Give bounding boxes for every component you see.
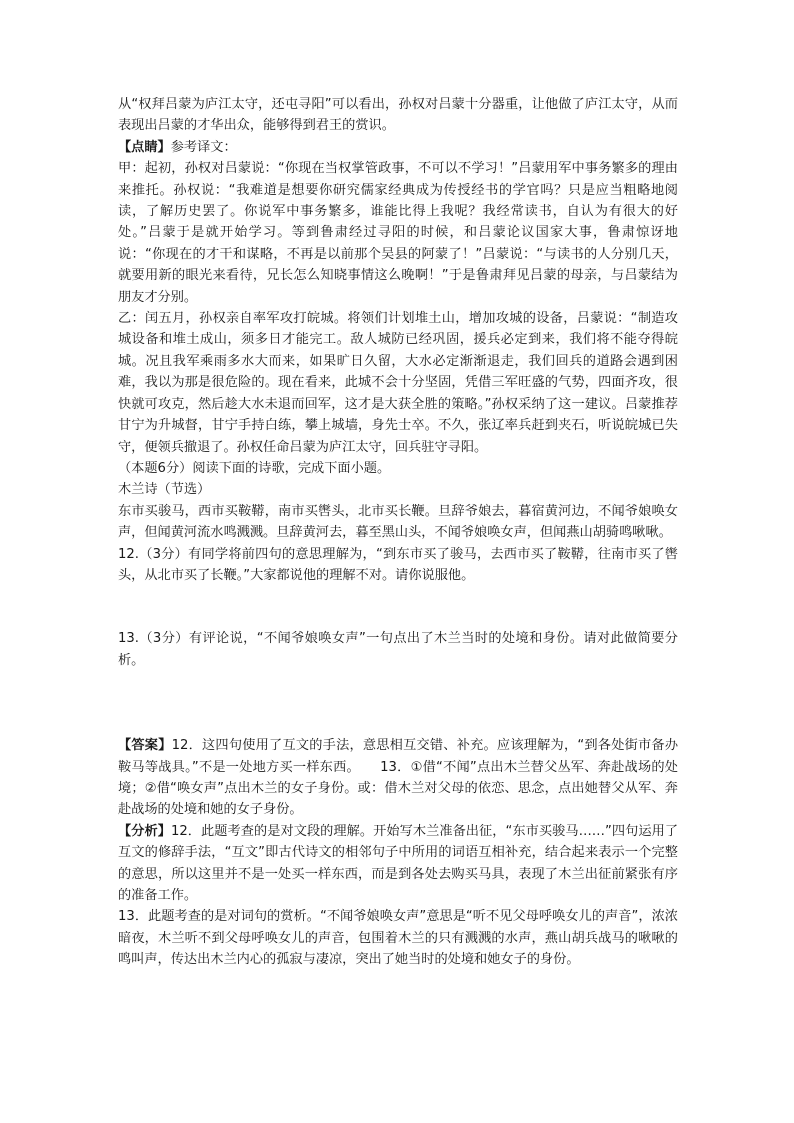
- analysis-paragraph-13: 13．此题考查的是对词句的赏析。“不闻爷娘唤女声”意思是“听不见父母呼唤女儿的声音”，浓浓暗夜，木兰听不到父母呼唤女儿的声音，包围着木兰的只有溅溅的水声，燕山胡兵战马的啾啾的鸣叫声，传达出木兰内心的孤寂与凄凉，突出了她当时的处境和她女子的身份。: [118, 909, 678, 968]
- analysis-text-12: 12．此题考查的是对文段的理解。开始写木兰准备出征，“东市买骏马……”四句运用了互文的修辞手法，“互文”即古代诗文的相邻句子中所用的词语互相补充，结合起来表示一个完整的意思，所以这里并不是一处买一样东西，而是到各处去购买马具，表现了木兰出征前紧张有序的准备工作。: [118, 823, 679, 903]
- question-12: 12.（3分）有同学将前四句的意思理解为，“到东市买了骏马，去西市买了鞍鞯，往南市买了辔头，从北市买了长鞭。”大家都说他的理解不对。请你说服他。: [118, 546, 678, 583]
- poem-title: 木兰诗（节选）: [118, 482, 211, 498]
- answer-space-13: [118, 671, 678, 735]
- document-page: [118, 94, 678, 971]
- dianjing-text: 参考译文：: [170, 139, 237, 155]
- question-13: 13.（3分）有评论说，“不闻爷娘唤女声”一句点出了木兰当时的处境和身份。请对此做简要分析。: [118, 631, 678, 668]
- answer-space-12: [118, 586, 678, 628]
- answer-text: 12．这四句使用了互文的手法，意思相互交错、补充。应该理解为，“到各处街市备办鞍马等战具。”不是一处地方买一样东西。 13．①借“不闻”点出木兰替父丛军、奔赴战场的处境；②借“唤女声”点出木兰的女子身份。或：借木兰对父母的依恋、思念，点出她替父从军、奔赴战场的处境和她的女子身份。: [118, 738, 679, 818]
- answer-label: 【答案】: [118, 738, 172, 754]
- poem-text: 东市买骏马，西市买鞍鞯，南市买辔头，北市买长鞭。旦辞爷娘去，暮宿黄河边，不闻爷娘唤女声，但闻黄河流水鸣溅溅。旦辞黄河去，暮至黑山头，不闻爷娘唤女声，但闻燕山胡骑鸣啾啾。: [118, 503, 678, 541]
- intro-paragraph: 从“权拜吕蒙为庐江太守，还屯寻阳”可以看出，孙权对吕蒙十分器重，让他做了庐江太守，从而表现出吕蒙的才华出众，能够得到君王的赏识。: [118, 97, 678, 134]
- translation-yi: 乙：闰五月，孙权亲自率军攻打皖城。将领们计划堆土山，增加攻城的设备，吕蒙说：“制造攻城设备和堆土成山，须多日才能完工。敌人城防已经巩固，援兵必定到来，我们将不能夺得皖城。况且我军乘雨多水大而来，如果旷日久留，大水必定渐渐退走，我们回兵的道路会遇到困难，我以为那是很危险的。现在看来，此城不会十分坚固，凭借三军旺盛的气势，四面齐攻，很快就可攻克，然后趁大水未退而回军，这才是大获全胜的策略。”孙权采纳了这一建议。吕蒙推荐甘宁为升城督，甘宁手持白练，攀上城墙，身先士卒。不久，张辽率兵赶到夹石，听说皖城已失守，便领兵撤退了。孙权任命吕蒙为庐江太守，回兵驻守寻阳。: [118, 311, 678, 455]
- answer-paragraph: [118, 735, 678, 821]
- question-instruction: （本题6分）阅读下面的诗歌，完成下面小题。: [118, 460, 391, 476]
- translation-jia: 甲：起初，孙权对吕蒙说：“你现在当权掌管政事，不可以不学习！”吕蒙用军中事务繁多的理由来推托。孙权说：“我难道是想要你研究儒家经典成为传授经书的学官吗？只是应当粗略地阅读，了解历史罢了。你说军中事务繁多，谁能比得上我呢？我经常读书，自认为有很大的好处。”吕蒙于是就开始学习。等到鲁肃经过寻阳的时候，和吕蒙论议国家大事，鲁肃惊讶地说：“你现在的才干和谋略，不再是以前那个吴县的阿蒙了！”吕蒙说：“与读书的人分别几天，就要用新的眼光来看待，兄长怎么知晓事情这么晚啊！”于是鲁肃拜见吕蒙的母亲，与吕蒙结为朋友才分别。: [118, 161, 678, 305]
- dianjing-heading: [118, 137, 678, 158]
- analysis-paragraph-12: [118, 821, 678, 907]
- analysis-label: 【分析】: [118, 823, 171, 839]
- dianjing-label: 【点睛】: [118, 139, 171, 155]
